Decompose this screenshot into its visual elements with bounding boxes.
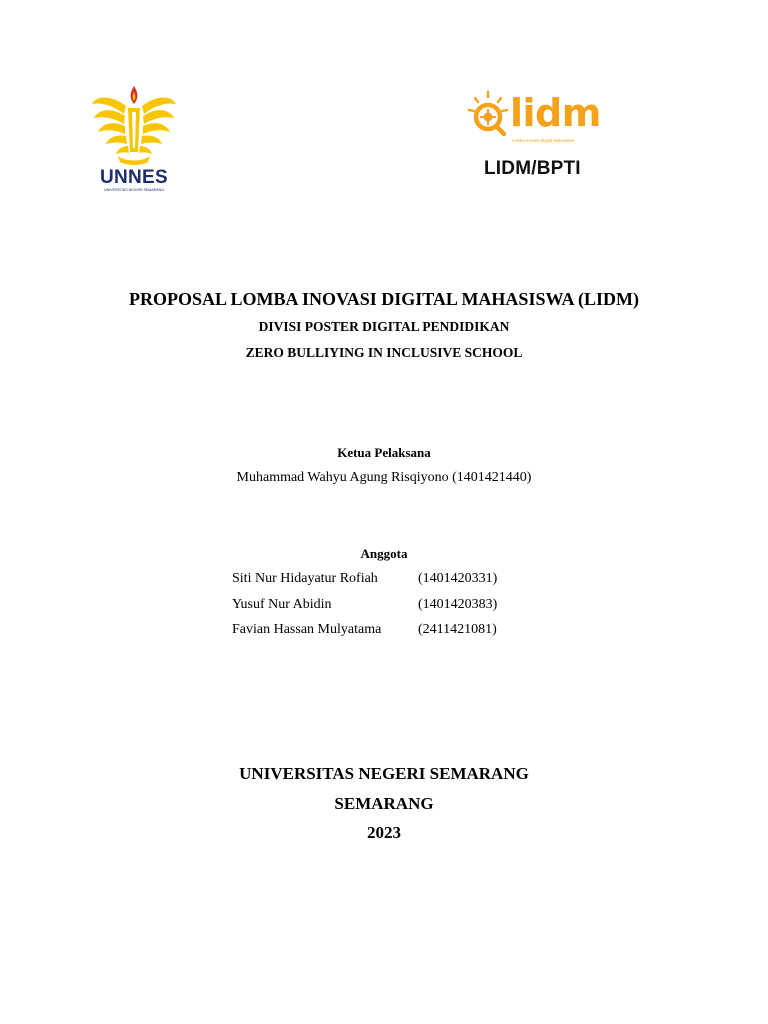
members-label: Anggota (360, 546, 408, 561)
unnes-emblem-icon (88, 82, 180, 168)
year: 2023 (367, 823, 401, 842)
city-name: SEMARANG (334, 794, 434, 813)
lidm-lightbulb-icon (466, 90, 510, 142)
unnes-wordmark: UNNES (99, 167, 168, 188)
lidm-logo (466, 88, 628, 188)
lidm-tagline: Lomba Inovasi Digital Mahasiswa (512, 138, 575, 143)
leader-name: Muhammad Wahyu Agung Risqiyono (1401421440) (236, 470, 532, 485)
member-name: Siti Nur Hidayatur Rofiah (232, 571, 378, 586)
document-title: PROPOSAL LOMBA INOVASI DIGITAL MAHASISWA (LIDM) (129, 289, 639, 309)
project-title: ZERO BULLIYING IN INCLUSIVE SCHOOL (245, 345, 523, 360)
leader-label: Ketua Pelaksana (337, 445, 431, 460)
member-id: (2411421081) (418, 622, 497, 637)
member-id: (1401420383) (418, 596, 498, 612)
member-name: Yusuf Nur Abidin (232, 596, 332, 612)
division-title: DIVISI POSTER DIGITAL PENDIDIKAN (258, 319, 510, 334)
university-name: UNIVERSITAS NEGERI SEMARANG (239, 764, 529, 783)
member-id: (1401420331) (418, 571, 498, 586)
lidm-wordmark: lidm (510, 91, 601, 135)
unnes-logo (88, 82, 180, 194)
unnes-subtitle: UNIVERSITAS NEGERI SEMARANG (103, 188, 165, 192)
lidm-code: LIDM/BPTI (484, 158, 581, 179)
member-name: Favian Hassan Mulyatama (232, 622, 382, 637)
